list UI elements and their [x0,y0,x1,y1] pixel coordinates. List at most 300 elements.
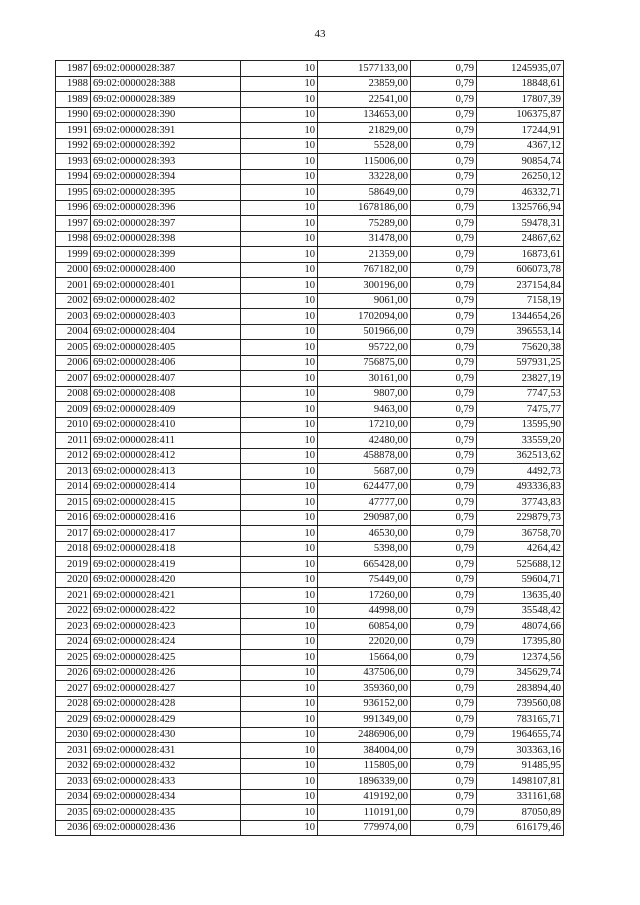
table-row [56,324,564,340]
cadastral-number-cell: 69:02:0000028:426 [91,665,241,681]
result-cell: 16873,61 [477,247,564,263]
result-cell: 283894,40 [477,681,564,697]
cadastral-number-cell: 69:02:0000028:401 [91,278,241,294]
group-code-cell: 10 [241,355,318,371]
row-number-cell: 1992 [56,138,91,154]
value-cell: 756875,00 [318,355,411,371]
row-number-cell: 2035 [56,805,91,821]
row-number-cell: 1991 [56,123,91,139]
group-code-cell: 10 [241,185,318,201]
coefficient-cell: 0,79 [411,386,477,402]
group-code-cell: 10 [241,634,318,650]
value-cell: 22020,00 [318,634,411,650]
table-row [56,696,564,712]
value-cell: 60854,00 [318,619,411,635]
group-code-cell: 10 [241,696,318,712]
group-code-cell: 10 [241,557,318,573]
coefficient-cell: 0,79 [411,727,477,743]
value-cell: 17260,00 [318,588,411,604]
value-cell: 2486906,00 [318,727,411,743]
group-code-cell: 10 [241,464,318,480]
table-row [56,247,564,263]
row-number-cell: 1987 [56,61,91,77]
row-number-cell: 1993 [56,154,91,170]
result-cell: 7158,19 [477,293,564,309]
result-cell: 48074,66 [477,619,564,635]
cadastral-number-cell: 69:02:0000028:388 [91,76,241,92]
group-code-cell: 10 [241,154,318,170]
cadastral-number-cell: 69:02:0000028:394 [91,169,241,185]
row-number-cell: 2008 [56,386,91,402]
result-cell: 17395,80 [477,634,564,650]
coefficient-cell: 0,79 [411,340,477,356]
table-row [56,572,564,588]
row-number-cell: 2009 [56,402,91,418]
cadastral-number-cell: 69:02:0000028:398 [91,231,241,247]
result-cell: 12374,56 [477,650,564,666]
table-row [56,510,564,526]
row-number-cell: 2032 [56,758,91,774]
coefficient-cell: 0,79 [411,324,477,340]
cadastral-number-cell: 69:02:0000028:395 [91,185,241,201]
coefficient-cell: 0,79 [411,712,477,728]
coefficient-cell: 0,79 [411,634,477,650]
table-row [56,386,564,402]
table-row [56,557,564,573]
group-code-cell: 10 [241,200,318,216]
value-cell: 47777,00 [318,495,411,511]
value-cell: 290987,00 [318,510,411,526]
coefficient-cell: 0,79 [411,309,477,325]
row-number-cell: 2006 [56,355,91,371]
table-row [56,417,564,433]
cadastral-number-cell: 69:02:0000028:390 [91,107,241,123]
group-code-cell: 10 [241,541,318,557]
group-code-cell: 10 [241,448,318,464]
cadastral-number-cell: 69:02:0000028:403 [91,309,241,325]
table-row [56,216,564,232]
row-number-cell: 2012 [56,448,91,464]
cadastral-number-cell: 69:02:0000028:413 [91,464,241,480]
value-cell: 22541,00 [318,92,411,108]
group-code-cell: 10 [241,727,318,743]
group-code-cell: 10 [241,231,318,247]
result-cell: 493336,83 [477,479,564,495]
coefficient-cell: 0,79 [411,665,477,681]
row-number-cell: 2031 [56,743,91,759]
group-code-cell: 10 [241,309,318,325]
row-number-cell: 2027 [56,681,91,697]
table-row [56,665,564,681]
cadastral-value-table [55,60,564,836]
value-cell: 767182,00 [318,262,411,278]
group-code-cell: 10 [241,278,318,294]
coefficient-cell: 0,79 [411,76,477,92]
result-cell: 59478,31 [477,216,564,232]
result-cell: 1964655,74 [477,727,564,743]
coefficient-cell: 0,79 [411,138,477,154]
value-cell: 15664,00 [318,650,411,666]
value-cell: 21829,00 [318,123,411,139]
group-code-cell: 10 [241,820,318,836]
result-cell: 59604,71 [477,572,564,588]
group-code-cell: 10 [241,123,318,139]
result-cell: 1344654,26 [477,309,564,325]
row-number-cell: 2002 [56,293,91,309]
table-row [56,526,564,542]
value-cell: 419192,00 [318,789,411,805]
cadastral-number-cell: 69:02:0000028:387 [91,61,241,77]
table-row [56,820,564,836]
group-code-cell: 10 [241,650,318,666]
result-cell: 4264,42 [477,541,564,557]
group-code-cell: 10 [241,371,318,387]
coefficient-cell: 0,79 [411,216,477,232]
coefficient-cell: 0,79 [411,774,477,790]
coefficient-cell: 0,79 [411,541,477,557]
cadastral-number-cell: 69:02:0000028:435 [91,805,241,821]
group-code-cell: 10 [241,92,318,108]
result-cell: 17807,39 [477,92,564,108]
group-code-cell: 10 [241,324,318,340]
coefficient-cell: 0,79 [411,262,477,278]
group-code-cell: 10 [241,262,318,278]
value-cell: 9807,00 [318,386,411,402]
value-cell: 33228,00 [318,169,411,185]
coefficient-cell: 0,79 [411,758,477,774]
row-number-cell: 1988 [56,76,91,92]
result-cell: 345629,74 [477,665,564,681]
group-code-cell: 10 [241,340,318,356]
coefficient-cell: 0,79 [411,402,477,418]
coefficient-cell: 0,79 [411,572,477,588]
value-cell: 134653,00 [318,107,411,123]
table-row [56,464,564,480]
value-cell: 95722,00 [318,340,411,356]
cadastral-number-cell: 69:02:0000028:409 [91,402,241,418]
group-code-cell: 10 [241,495,318,511]
row-number-cell: 1995 [56,185,91,201]
value-cell: 44998,00 [318,603,411,619]
table-row [56,650,564,666]
group-code-cell: 10 [241,107,318,123]
table-row [56,340,564,356]
row-number-cell: 2018 [56,541,91,557]
table-row [56,123,564,139]
table-row [56,789,564,805]
row-number-cell: 2014 [56,479,91,495]
group-code-cell: 10 [241,293,318,309]
table-row [56,805,564,821]
result-cell: 525688,12 [477,557,564,573]
result-cell: 1498107,81 [477,774,564,790]
coefficient-cell: 0,79 [411,805,477,821]
cadastral-number-cell: 69:02:0000028:419 [91,557,241,573]
row-number-cell: 2029 [56,712,91,728]
table-row [56,262,564,278]
result-cell: 18848,61 [477,76,564,92]
result-cell: 783165,71 [477,712,564,728]
coefficient-cell: 0,79 [411,278,477,294]
result-cell: 739560,08 [477,696,564,712]
cadastral-number-cell: 69:02:0000028:422 [91,603,241,619]
value-cell: 1702094,00 [318,309,411,325]
value-cell: 115805,00 [318,758,411,774]
group-code-cell: 10 [241,774,318,790]
row-number-cell: 2024 [56,634,91,650]
value-cell: 5398,00 [318,541,411,557]
cadastral-number-cell: 69:02:0000028:391 [91,123,241,139]
group-code-cell: 10 [241,169,318,185]
coefficient-cell: 0,79 [411,231,477,247]
row-number-cell: 2020 [56,572,91,588]
table-row [56,278,564,294]
coefficient-cell: 0,79 [411,200,477,216]
value-cell: 384004,00 [318,743,411,759]
coefficient-cell: 0,79 [411,526,477,542]
result-cell: 90854,74 [477,154,564,170]
row-number-cell: 1998 [56,231,91,247]
cadastral-number-cell: 69:02:0000028:393 [91,154,241,170]
value-cell: 5687,00 [318,464,411,480]
coefficient-cell: 0,79 [411,510,477,526]
coefficient-cell: 0,79 [411,247,477,263]
cadastral-number-cell: 69:02:0000028:427 [91,681,241,697]
result-cell: 13595,90 [477,417,564,433]
result-cell: 24867,62 [477,231,564,247]
result-cell: 13635,40 [477,588,564,604]
result-cell: 87050,89 [477,805,564,821]
group-code-cell: 10 [241,247,318,263]
coefficient-cell: 0,79 [411,619,477,635]
value-cell: 936152,00 [318,696,411,712]
result-cell: 616179,46 [477,820,564,836]
value-cell: 1896339,00 [318,774,411,790]
group-code-cell: 10 [241,61,318,77]
cadastral-number-cell: 69:02:0000028:420 [91,572,241,588]
cadastral-number-cell: 69:02:0000028:432 [91,758,241,774]
table-row [56,402,564,418]
table-row [56,433,564,449]
row-number-cell: 2010 [56,417,91,433]
table-row [56,92,564,108]
value-cell: 300196,00 [318,278,411,294]
cadastral-number-cell: 69:02:0000028:434 [91,789,241,805]
result-cell: 396553,14 [477,324,564,340]
table-row [56,61,564,77]
row-number-cell: 2025 [56,650,91,666]
result-cell: 1325766,94 [477,200,564,216]
row-number-cell: 2013 [56,464,91,480]
result-cell: 17244,91 [477,123,564,139]
value-cell: 23859,00 [318,76,411,92]
table-row [56,76,564,92]
cadastral-number-cell: 69:02:0000028:414 [91,479,241,495]
coefficient-cell: 0,79 [411,603,477,619]
table-row [56,371,564,387]
value-cell: 75449,00 [318,572,411,588]
cadastral-number-cell: 69:02:0000028:399 [91,247,241,263]
row-number-cell: 2011 [56,433,91,449]
cadastral-number-cell: 69:02:0000028:415 [91,495,241,511]
row-number-cell: 2021 [56,588,91,604]
group-code-cell: 10 [241,417,318,433]
table-row [56,774,564,790]
coefficient-cell: 0,79 [411,588,477,604]
coefficient-cell: 0,79 [411,789,477,805]
table-row [56,727,564,743]
value-cell: 991349,00 [318,712,411,728]
result-cell: 4492,73 [477,464,564,480]
cadastral-number-cell: 69:02:0000028:433 [91,774,241,790]
coefficient-cell: 0,79 [411,479,477,495]
coefficient-cell: 0,79 [411,557,477,573]
group-code-cell: 10 [241,138,318,154]
coefficient-cell: 0,79 [411,464,477,480]
cadastral-number-cell: 69:02:0000028:431 [91,743,241,759]
cadastral-number-cell: 69:02:0000028:405 [91,340,241,356]
cadastral-number-cell: 69:02:0000028:412 [91,448,241,464]
row-number-cell: 2017 [56,526,91,542]
table-row [56,603,564,619]
group-code-cell: 10 [241,805,318,821]
result-cell: 362513,62 [477,448,564,464]
cadastral-number-cell: 69:02:0000028:408 [91,386,241,402]
cadastral-number-cell: 69:02:0000028:416 [91,510,241,526]
table-row [56,309,564,325]
cadastral-number-cell: 69:02:0000028:396 [91,200,241,216]
result-cell: 597931,25 [477,355,564,371]
table-row [56,355,564,371]
table-body [56,61,564,836]
table-row [56,293,564,309]
table-row [56,107,564,123]
coefficient-cell: 0,79 [411,355,477,371]
group-code-cell: 10 [241,479,318,495]
result-cell: 35548,42 [477,603,564,619]
result-cell: 106375,87 [477,107,564,123]
table-row [56,743,564,759]
cadastral-number-cell: 69:02:0000028:430 [91,727,241,743]
group-code-cell: 10 [241,526,318,542]
row-number-cell: 1996 [56,200,91,216]
value-cell: 46530,00 [318,526,411,542]
coefficient-cell: 0,79 [411,417,477,433]
result-cell: 7747,53 [477,386,564,402]
result-cell: 33559,20 [477,433,564,449]
row-number-cell: 2007 [56,371,91,387]
group-code-cell: 10 [241,619,318,635]
cadastral-number-cell: 69:02:0000028:417 [91,526,241,542]
value-cell: 75289,00 [318,216,411,232]
cadastral-number-cell: 69:02:0000028:421 [91,588,241,604]
value-cell: 1577133,00 [318,61,411,77]
row-number-cell: 2001 [56,278,91,294]
row-number-cell: 1994 [56,169,91,185]
group-code-cell: 10 [241,386,318,402]
value-cell: 31478,00 [318,231,411,247]
result-cell: 23827,19 [477,371,564,387]
group-code-cell: 10 [241,712,318,728]
group-code-cell: 10 [241,76,318,92]
value-cell: 110191,00 [318,805,411,821]
row-number-cell: 1990 [56,107,91,123]
value-cell: 42480,00 [318,433,411,449]
table-row [56,138,564,154]
value-cell: 9061,00 [318,293,411,309]
coefficient-cell: 0,79 [411,92,477,108]
value-cell: 501966,00 [318,324,411,340]
cadastral-number-cell: 69:02:0000028:418 [91,541,241,557]
cadastral-number-cell: 69:02:0000028:424 [91,634,241,650]
cadastral-number-cell: 69:02:0000028:429 [91,712,241,728]
result-cell: 606073,78 [477,262,564,278]
group-code-cell: 10 [241,510,318,526]
row-number-cell: 2033 [56,774,91,790]
row-number-cell: 2036 [56,820,91,836]
row-number-cell: 2030 [56,727,91,743]
table-row [56,619,564,635]
cadastral-number-cell: 69:02:0000028:400 [91,262,241,278]
cadastral-number-cell: 69:02:0000028:389 [91,92,241,108]
table-row [56,200,564,216]
row-number-cell: 1999 [56,247,91,263]
cadastral-number-cell: 69:02:0000028:423 [91,619,241,635]
row-number-cell: 2003 [56,309,91,325]
coefficient-cell: 0,79 [411,169,477,185]
table-row [56,634,564,650]
group-code-cell: 10 [241,572,318,588]
coefficient-cell: 0,79 [411,433,477,449]
table-row [56,448,564,464]
group-code-cell: 10 [241,681,318,697]
value-cell: 21359,00 [318,247,411,263]
result-cell: 229879,73 [477,510,564,526]
result-cell: 37743,83 [477,495,564,511]
result-cell: 46332,71 [477,185,564,201]
row-number-cell: 2022 [56,603,91,619]
result-cell: 91485,95 [477,758,564,774]
coefficient-cell: 0,79 [411,650,477,666]
value-cell: 359360,00 [318,681,411,697]
group-code-cell: 10 [241,665,318,681]
row-number-cell: 2034 [56,789,91,805]
cadastral-number-cell: 69:02:0000028:397 [91,216,241,232]
cadastral-number-cell: 69:02:0000028:392 [91,138,241,154]
value-cell: 17210,00 [318,417,411,433]
table-row [56,758,564,774]
result-cell: 36758,70 [477,526,564,542]
group-code-cell: 10 [241,743,318,759]
table-row [56,712,564,728]
value-cell: 624477,00 [318,479,411,495]
row-number-cell: 2005 [56,340,91,356]
coefficient-cell: 0,79 [411,820,477,836]
row-number-cell: 1997 [56,216,91,232]
result-cell: 1245935,07 [477,61,564,77]
value-cell: 5528,00 [318,138,411,154]
group-code-cell: 10 [241,758,318,774]
result-cell: 75620,38 [477,340,564,356]
value-cell: 9463,00 [318,402,411,418]
value-cell: 58649,00 [318,185,411,201]
coefficient-cell: 0,79 [411,154,477,170]
table-row [56,231,564,247]
cadastral-number-cell: 69:02:0000028:406 [91,355,241,371]
value-cell: 115006,00 [318,154,411,170]
coefficient-cell: 0,79 [411,185,477,201]
value-cell: 665428,00 [318,557,411,573]
